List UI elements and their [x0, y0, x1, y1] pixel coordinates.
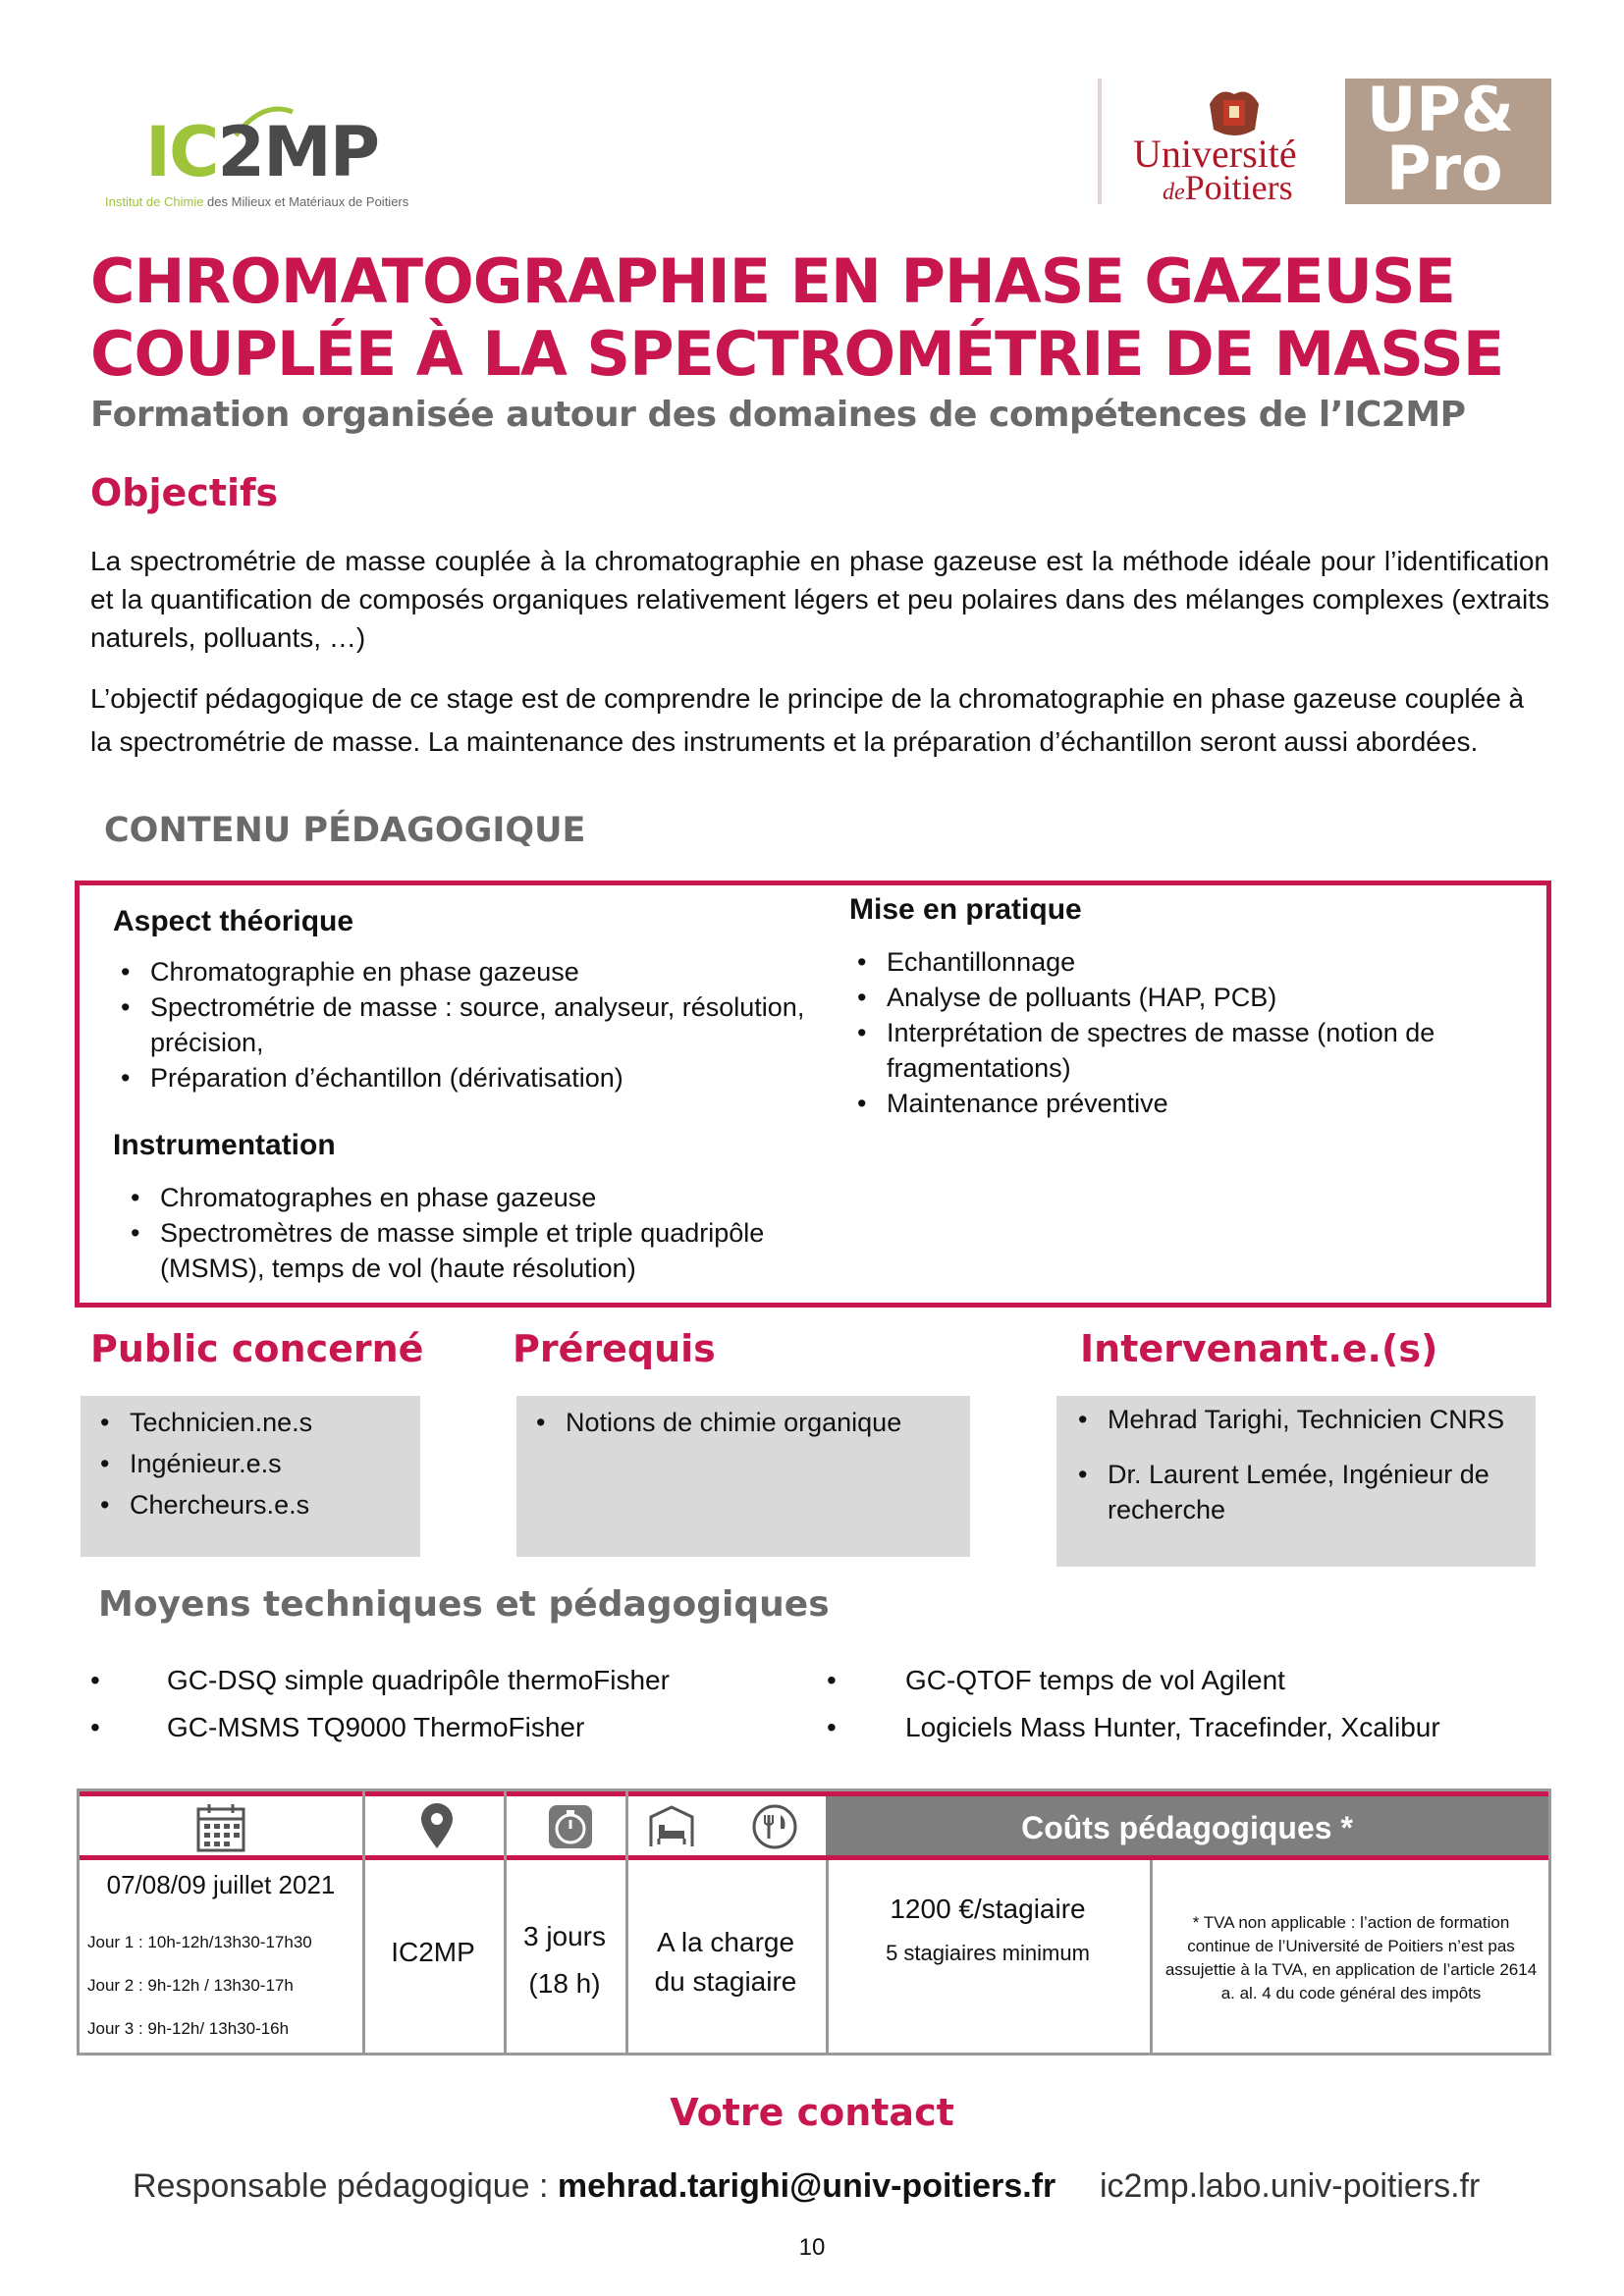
hebergement-line-2: du stagiaire [654, 1966, 797, 1997]
universite-poitiers-wordmark: Université dePoitiers [1133, 132, 1297, 207]
contenu-heading: CONTENU PÉDAGOGIQUE [104, 811, 586, 850]
intervenants-box [1056, 1396, 1536, 1567]
objectifs-paragraph-1: La spectrométrie de masse couplée à la chromatographie en phase gazeuse est la méthode idéale pour l’identification et la quantification de composés organiques relativement légers et peu polaires dans des mélanges complexes (extraits naturels, polluants, …) [90, 546, 1549, 653]
objectifs-heading: Objectifs [90, 471, 279, 514]
page-number: 10 [798, 2234, 826, 2261]
moyens-heading: Moyens techniques et pédagogiques [98, 1584, 830, 1625]
duree-hours: (18 h) [528, 1968, 601, 1999]
dates-cell [80, 1870, 362, 1900]
schedule-day-1: Jour 1 : 10h-12h/13h30-17h30 [87, 1933, 312, 1951]
tva-note: * TVA non applicable : l’action de formation continue de l’Université de Poitiers n’est pas assujettie à la TVA, en application de l’article 2614 a. al. 4 du code général des impôts [1164, 1913, 1538, 2002]
instrumentation-heading: Instrumentation [113, 1129, 336, 1161]
list-item: • Maintenance préventive [849, 1086, 1517, 1121]
aspect-theorique-list [113, 954, 839, 1095]
list-item: • Spectromètres de masse simple et triple quadripôle (MSMS), temps de vol (haute résolution) [123, 1215, 771, 1286]
prix-value: 1200 €/stagiaire [890, 1894, 1086, 1924]
uppro-wordmark: UP& Pro [1367, 74, 1514, 204]
list-item: • Préparation d’échantillon (dérivatisation) [113, 1060, 839, 1095]
mise-en-pratique-heading: Mise en pratique [849, 893, 1082, 926]
list-item: • Analyse de polluants (HAP, PCB) [849, 980, 1517, 1015]
duree-value: 3 jours [522, 1921, 607, 1951]
ic2mp-logo [90, 98, 444, 216]
contact-email-link[interactable]: mehrad.tarighi@univ-poitiers.fr [557, 2167, 1056, 2205]
list-item: • Interprétation de spectres de masse (notion de fragmentations) [849, 1015, 1517, 1086]
minimum-value: 5 stagiaires minimum [886, 1941, 1090, 1965]
mise-en-pratique-list [849, 944, 1517, 1121]
contact-heading: Votre contact [670, 2091, 954, 2134]
list-item: • Echantillonnage [849, 944, 1517, 980]
list-item: • Notions de chimie organique [528, 1402, 960, 1443]
public-box [81, 1396, 420, 1557]
objectifs-paragraph-2: L’objectif pédagogique de ce stage est de comprendre le principe de la chromatographie en phase gazeuse couplée à la spectrométrie de masse. La maintenance des instruments et la préparation d’échantillon seront aussi abordées. [90, 683, 1525, 757]
schedule-cell [87, 1921, 362, 2051]
hebergement-cell [625, 1923, 826, 2002]
dates-value: 07/08/09 juillet 2021 [106, 1870, 336, 1899]
website-link[interactable]: ic2mp.labo.univ-poitiers.fr [1100, 2167, 1481, 2205]
list-item: • Chercheurs.e.s [92, 1484, 416, 1525]
ic2mp-subtitle: Institut de Chimie des Milieux et Matériaux de Poitiers [105, 194, 409, 209]
ic2mp-wordmark: IC2MP [145, 112, 379, 192]
universite-poitiers-logo [1098, 79, 1345, 207]
prerequis-list [528, 1402, 960, 1443]
list-item: • Ingénieur.e.s [92, 1443, 416, 1484]
intervenants-list [1070, 1402, 1522, 1527]
list-item: • Chromatographes en phase gazeuse [123, 1180, 771, 1215]
lieu-value: IC2MP [391, 1937, 475, 1967]
prix-cell [826, 1894, 1150, 1966]
list-item: • Dr. Laurent Lemée, Ingénieur de recherche [1070, 1457, 1522, 1527]
hotel-bed-icon [649, 1805, 694, 1848]
uppro-logo [1345, 74, 1551, 204]
location-pin-icon [417, 1803, 457, 1850]
instrumentation-list [123, 1180, 771, 1286]
contact-label: Responsable pédagogique : [133, 2167, 558, 2205]
intervenants-heading: Intervenant.e.(s) [1080, 1327, 1438, 1370]
aspect-theorique-heading: Aspect théorique [113, 905, 354, 937]
prerequis-heading: Prérequis [513, 1327, 716, 1370]
schedule-day-3: Jour 3 : 9h-12h/ 13h30-16h [87, 2019, 290, 2038]
info-table [77, 1789, 1551, 2056]
contenu-box [75, 881, 1551, 1308]
public-list [92, 1402, 416, 1525]
calendar-icon [195, 1803, 246, 1852]
page-subtitle: Formation organisée autour des domaines de compétences de l’IC2MP [90, 395, 1466, 435]
prerequis-box [516, 1396, 970, 1557]
list-item: • Chromatographie en phase gazeuse [113, 954, 839, 989]
stopwatch-icon [547, 1803, 594, 1850]
list-item: • Mehrad Tarighi, Technicien CNRS [1070, 1402, 1522, 1437]
contact-line [133, 2167, 1056, 2206]
page-title: CHROMATOGRAPHIE EN PHASE GAZEUSE COUPLÉE À LA SPECTROMÉTRIE DE MASSE [90, 245, 1504, 390]
public-heading: Public concerné [90, 1327, 424, 1370]
hebergement-line-1: A la charge [656, 1927, 795, 1957]
couts-heading: Coûts pédagogiques * [826, 1791, 1548, 1860]
schedule-day-2: Jour 2 : 9h-12h / 13h30-17h [87, 1976, 294, 1995]
list-item: • Technicien.ne.s [92, 1402, 416, 1443]
list-item: • Spectrométrie de masse : source, analyseur, résolution, précision, [113, 989, 839, 1060]
duree-cell [504, 1913, 625, 2007]
restaurant-icon [751, 1803, 798, 1850]
